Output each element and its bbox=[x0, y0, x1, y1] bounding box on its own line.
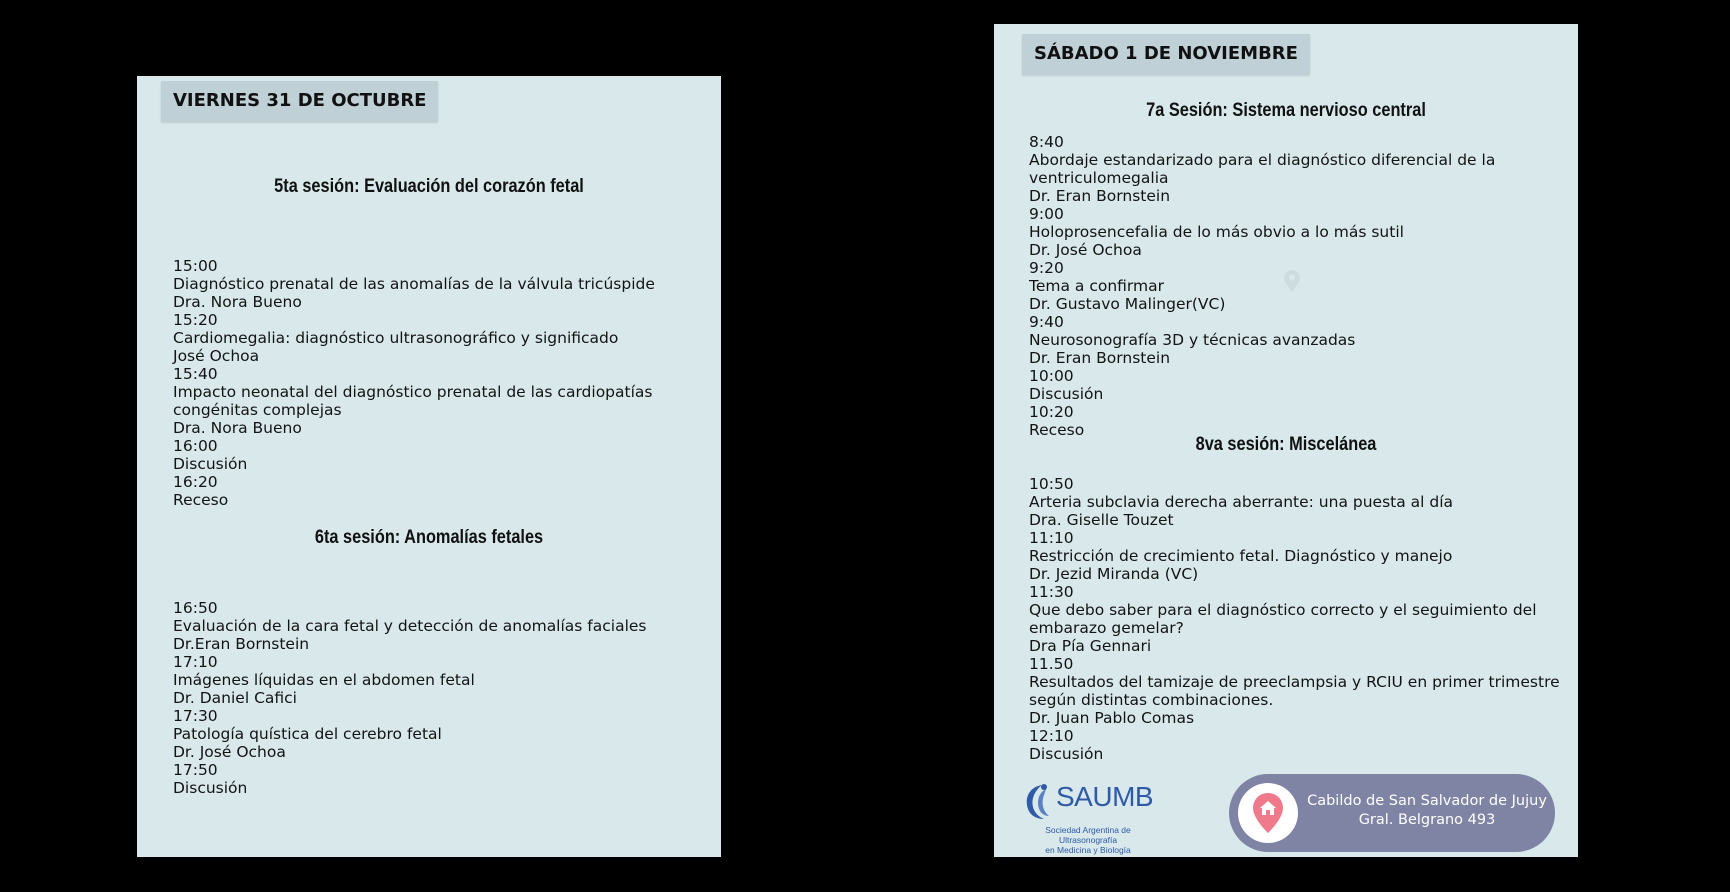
program-line: Dra. Nora Bueno bbox=[173, 419, 302, 437]
program-line: Dr. Daniel Cafici bbox=[173, 689, 297, 707]
session6-title: 6ta sesión: Anomalías fetales bbox=[314, 527, 544, 548]
program-line: Arteria subclavia derecha aberrante: una puesta al día bbox=[1029, 493, 1454, 511]
program-line: Dr. José Ochoa bbox=[173, 743, 286, 761]
program-line: Discusión bbox=[173, 455, 248, 473]
program-line: Cardiomegalia: diagnóstico ultrasonográfico y significado bbox=[173, 329, 619, 347]
program-line: Dr. Eran Bornstein bbox=[1029, 349, 1171, 367]
program-line: Dra. Nora Bueno bbox=[173, 293, 302, 311]
program-line: 16:00 bbox=[173, 437, 218, 455]
saturday-panel bbox=[994, 24, 1578, 857]
location-venue: Cabildo de San Salvador de Jujuy bbox=[1307, 793, 1547, 809]
program-line: Dr. Jezid Miranda (VC) bbox=[1029, 565, 1199, 583]
program-line: Dr. Juan Pablo Comas bbox=[1029, 709, 1195, 727]
program-line: Patología quística del cerebro fetal bbox=[173, 725, 442, 743]
friday-panel bbox=[137, 76, 721, 857]
program-line: Discusión bbox=[173, 779, 248, 797]
program-line: Discusión bbox=[1029, 385, 1104, 403]
program-line: 11:30 bbox=[1029, 583, 1074, 601]
program-line: Dra Pía Gennari bbox=[1029, 637, 1152, 655]
location-address: Gral. Belgrano 493 bbox=[1358, 812, 1496, 828]
program-line: 10:00 bbox=[1029, 367, 1074, 385]
program-line: 15:40 bbox=[173, 365, 218, 383]
program-line: 17:30 bbox=[173, 707, 218, 725]
program-line: según distintas combinaciones. bbox=[1029, 691, 1274, 709]
program-line: 17:10 bbox=[173, 653, 218, 671]
program-line: Dr.Eran Bornstein bbox=[173, 635, 310, 653]
program-line: Que debo saber para el diagnóstico correcto y el seguimiento del bbox=[1029, 601, 1537, 619]
program-line: José Ochoa bbox=[173, 347, 260, 365]
session7-program bbox=[1029, 133, 1495, 439]
logo-subtitle-line2: en Medicina y Biología bbox=[1045, 845, 1131, 855]
program-line: Impacto neonatal del diagnóstico prenatal de las cardiopatías bbox=[173, 383, 653, 401]
program-line: Receso bbox=[1029, 421, 1085, 439]
logo-subtitle-line1: Sociedad Argentina de Ultrasonografía bbox=[1045, 825, 1131, 845]
program-line: Neurosonografía 3D y técnicas avanzadas bbox=[1029, 331, 1356, 349]
program-line: ventriculomegalia bbox=[1029, 169, 1169, 187]
saturday-date-banner: SÁBADO 1 DE NOVIEMBRE bbox=[1022, 34, 1310, 74]
program-line: 9:20 bbox=[1029, 259, 1064, 277]
program-line: 17:50 bbox=[173, 761, 218, 779]
program-line: Dr. José Ochoa bbox=[1029, 241, 1142, 259]
program-line: Dr. Gustavo Malinger(VC) bbox=[1029, 295, 1226, 313]
program-line: Discusión bbox=[1029, 745, 1104, 763]
session5-program bbox=[173, 257, 655, 509]
program-line: Dr. Eran Bornstein bbox=[1029, 187, 1171, 205]
program-line: Holoprosencefalia de lo más obvio a lo más sutil bbox=[1029, 223, 1404, 241]
program-line: Abordaje estandarizado para el diagnóstico diferencial de la bbox=[1029, 151, 1496, 169]
saumb-logo bbox=[1018, 779, 1158, 855]
program-line: 15:00 bbox=[173, 257, 218, 275]
location-badge bbox=[1229, 774, 1555, 852]
home-pin-icon bbox=[1238, 783, 1298, 843]
session7-title: 7a Sesión: Sistema nervioso central bbox=[1146, 100, 1426, 121]
program-line: 16:20 bbox=[173, 473, 218, 491]
program-line: Imágenes líquidas en el abdomen fetal bbox=[173, 671, 475, 689]
program-line: congénitas complejas bbox=[173, 401, 342, 419]
location-icon-circle bbox=[1238, 783, 1298, 843]
friday-date-banner: VIERNES 31 DE OCTUBRE bbox=[161, 81, 438, 121]
program-line: 15:20 bbox=[173, 311, 218, 329]
program-line: Receso bbox=[173, 491, 229, 509]
program-line: 10:20 bbox=[1029, 403, 1074, 421]
program-line: 11:10 bbox=[1029, 529, 1074, 547]
program-line: 9:00 bbox=[1029, 205, 1064, 223]
saumb-logo-subtitle bbox=[1018, 825, 1158, 855]
program-line: 8:40 bbox=[1029, 133, 1064, 151]
program-line: Dra. Giselle Touzet bbox=[1029, 511, 1174, 529]
location-text bbox=[1299, 792, 1555, 830]
session8-program bbox=[1029, 475, 1560, 763]
program-line: Restricción de crecimiento fetal. Diagnóstico y manejo bbox=[1029, 547, 1453, 565]
program-line: Tema a confirmar bbox=[1029, 277, 1164, 295]
program-line: Diagnóstico prenatal de las anomalías de la válvula tricúspide bbox=[173, 275, 655, 293]
program-line: 12:10 bbox=[1029, 727, 1074, 745]
saumb-logo-icon bbox=[1020, 781, 1058, 821]
program-line: 9:40 bbox=[1029, 313, 1064, 331]
program-line: 16:50 bbox=[173, 599, 218, 617]
session5-title: 5ta sesión: Evaluación del corazón fetal bbox=[274, 176, 584, 197]
program-line: embarazo gemelar? bbox=[1029, 619, 1184, 637]
session8-title: 8va sesión: Miscelánea bbox=[1195, 434, 1377, 455]
program-line: 11.50 bbox=[1029, 655, 1074, 673]
program-line: 10:50 bbox=[1029, 475, 1074, 493]
saumb-logo-name: SAUMB bbox=[1056, 781, 1154, 812]
program-line: Evaluación de la cara fetal y detección de anomalías faciales bbox=[173, 617, 647, 635]
program-line: Resultados del tamizaje de preeclampsia y RCIU en primer trimestre bbox=[1029, 673, 1560, 691]
session6-program bbox=[173, 599, 647, 797]
